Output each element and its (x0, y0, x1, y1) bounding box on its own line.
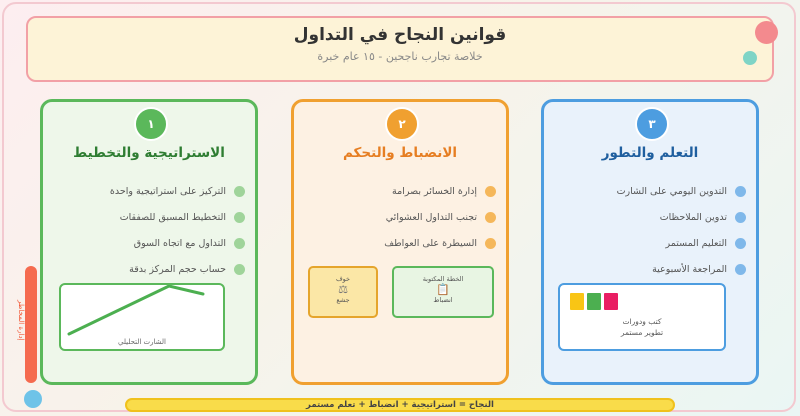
bullet-dot (234, 186, 245, 197)
chart-label: الشارت التحليلي (118, 338, 166, 346)
card-number-badge: ٢ (385, 107, 419, 141)
risk-management-label: إدارة المخاطر (17, 299, 25, 341)
card-item-list (53, 178, 245, 282)
discipline-label: انضباط (433, 296, 453, 304)
clipboard-icon: 📋 (436, 283, 450, 296)
list-item: التخطيط المسبق للصفقات (53, 204, 245, 230)
analysis-chart (59, 283, 225, 351)
bullet-dot (485, 186, 496, 197)
bullet-dot (485, 212, 496, 223)
plan-label: الخطة المكتوبة (422, 275, 464, 283)
fear-label: خوف (335, 275, 351, 283)
books-box (558, 283, 726, 351)
card-number-badge: ٣ (635, 107, 669, 141)
card-number-badge: ١ (134, 107, 168, 141)
bullet-dot (735, 186, 746, 197)
header-banner (26, 16, 774, 82)
book-icon (604, 293, 618, 310)
bullet-dot (234, 212, 245, 223)
list-item: التعليم المستمر (554, 230, 746, 256)
bullet-dot (234, 264, 245, 275)
bullet-dot (735, 264, 746, 275)
page-title: قوانين النجاح في التداول (293, 25, 507, 45)
card-title: الاستراتيجية والتخطيط (73, 145, 225, 161)
card-discipline (291, 99, 509, 385)
books-label: كتب ودورات (622, 317, 662, 326)
bullet-dot (234, 238, 245, 249)
scale-icon: ⚖ (338, 283, 348, 296)
bullet-dot (485, 238, 496, 249)
success-formula-banner: النجاح = استراتيجية + انضباط + تعلم مستمر (125, 398, 675, 412)
bullet-dot (735, 238, 746, 249)
card-item-list (304, 178, 496, 256)
card-learning (541, 99, 759, 385)
list-item: المراجعة الأسبوعية (554, 256, 746, 282)
book-icon (587, 293, 601, 310)
list-item: إدارة الخسائر بصرامة (304, 178, 496, 204)
page-subtitle: خلاصة تجارب ناجحين - ١٥ عام خبرة (317, 50, 483, 63)
risk-management-bar (25, 266, 37, 383)
list-item: تدوين الملاحظات (554, 204, 746, 230)
list-item: السيطرة على العواطف (304, 230, 496, 256)
card-strategy (40, 99, 258, 385)
list-item: التركيز على استراتيجية واحدة (53, 178, 245, 204)
greed-label: جشع (336, 296, 350, 304)
list-item: التدوين اليومي على الشارت (554, 178, 746, 204)
fear-greed-box (308, 266, 378, 318)
decor-circle-blue (24, 390, 42, 408)
card-title: الانضباط والتحكم (342, 145, 458, 161)
list-item: حساب حجم المركز بدقة (53, 256, 245, 282)
written-plan-box (392, 266, 494, 318)
bullet-dot (735, 212, 746, 223)
list-item: التداول مع اتجاه السوق (53, 230, 245, 256)
development-label: تطوير مستمر (620, 328, 664, 337)
list-item: تجنب التداول العشوائي (304, 204, 496, 230)
decor-circle-red (755, 21, 778, 44)
decor-circle-teal (743, 51, 757, 65)
card-item-list (554, 178, 746, 282)
card-title: التعلم والتطور (601, 145, 699, 161)
book-icon (570, 293, 584, 310)
